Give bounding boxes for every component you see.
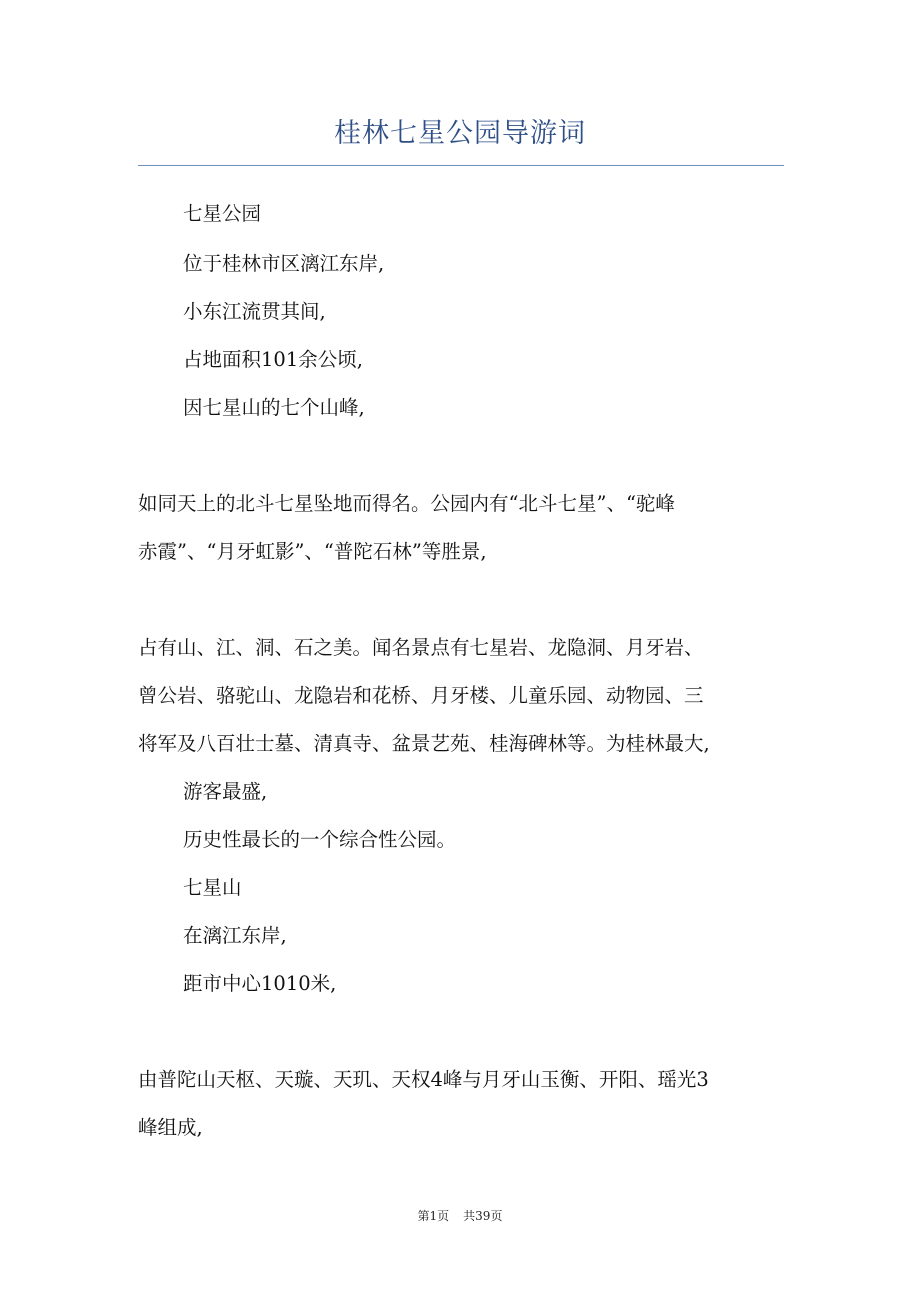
paragraph-line: 峰组成, <box>138 1116 203 1139</box>
paragraph-line: 历史性最长的一个综合性公园。 <box>183 828 457 851</box>
document-title: 桂林七星公园导游词 <box>334 118 586 149</box>
page-footer <box>0 1208 920 1224</box>
paragraph-line: 距市中心1010米, <box>183 972 337 995</box>
title-divider <box>138 165 784 166</box>
paragraph-line: 七星山 <box>183 876 242 899</box>
paragraph-line: 赤霞”、“月牙虹影”、“普陀石林”等胜景, <box>138 540 487 563</box>
paragraph-line: 小东江流贯其间, <box>183 300 326 323</box>
paragraph-line: 游客最盛, <box>183 780 268 803</box>
paragraph-line: 在漓江东岸, <box>183 924 287 947</box>
paragraph-line: 因七星山的七个山峰, <box>183 396 365 419</box>
paragraph-line: 位于桂林市区漓江东岸, <box>183 252 385 275</box>
page-total: 共39页 <box>463 1209 503 1223</box>
page-number: 第1页 <box>417 1209 450 1223</box>
paragraph-line: 七星公园 <box>183 202 262 225</box>
paragraph-line: 曾公岩、骆驼山、龙隐岩和花桥、月牙楼、儿童乐园、动物园、三 <box>138 684 704 707</box>
paragraph-line: 由普陀山天枢、天璇、天玑、天权4峰与月牙山玉衡、开阳、瑶光3 <box>138 1068 709 1091</box>
paragraph-line: 如同天上的北斗七星坠地而得名。公园内有“北斗七星”、“驼峰 <box>138 492 675 515</box>
paragraph-line: 占有山、江、洞、石之美。闻名景点有七星岩、龙隐洞、月牙岩、 <box>138 636 704 659</box>
paragraph-line: 占地面积101余公顷, <box>183 348 363 371</box>
paragraph-line: 将军及八百壮士墓、清真寺、盆景艺苑、桂海碑林等。为桂林最大, <box>138 732 710 755</box>
